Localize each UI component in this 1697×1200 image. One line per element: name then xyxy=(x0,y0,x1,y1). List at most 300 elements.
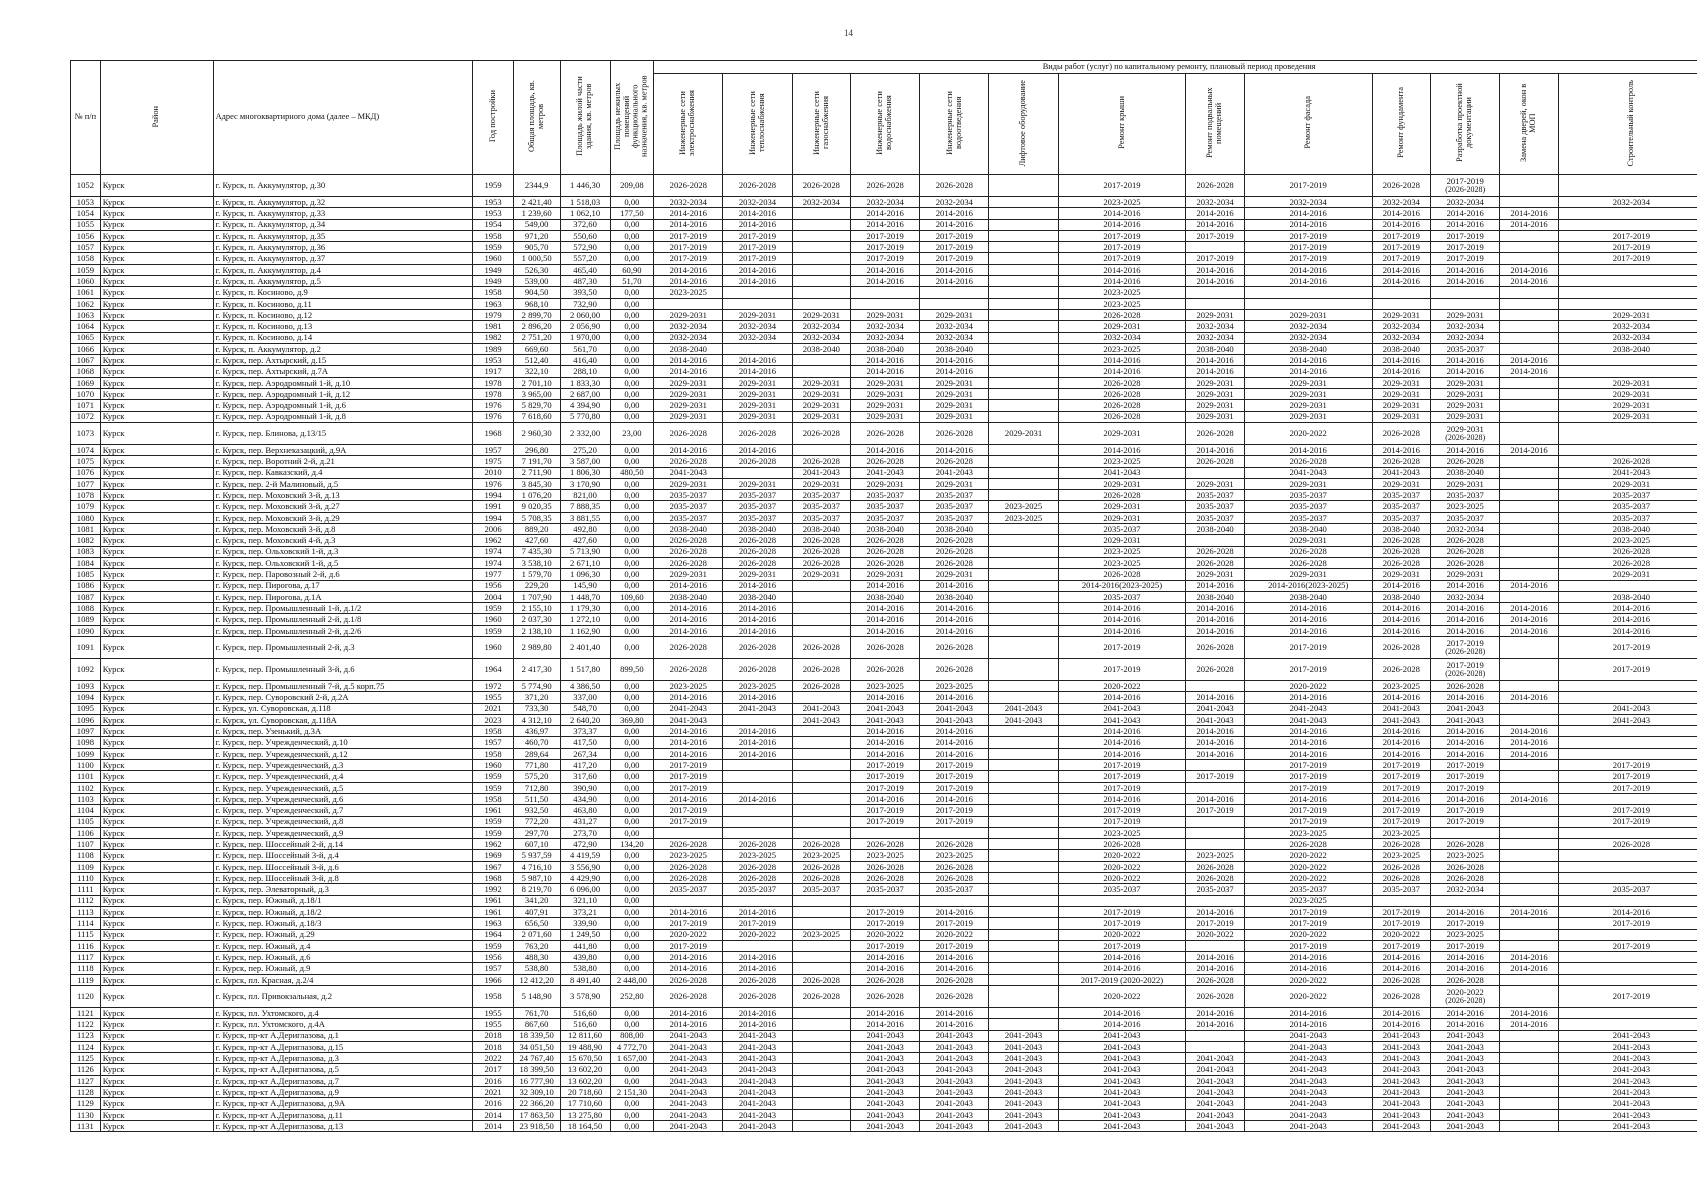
cell-work-6 xyxy=(989,355,1058,366)
cell-work-1: 2014-2016 xyxy=(654,1019,723,1030)
cell-work-2: 2014-2016 xyxy=(723,276,792,287)
cell-work-8: 2014-2016 xyxy=(1186,276,1245,287)
cell-area-total: 2 711,90 xyxy=(513,467,560,478)
cell-work-11: 2026-2028 xyxy=(1431,557,1500,568)
table-row xyxy=(71,861,1697,872)
header-work-6: Лифтовое оборудование xyxy=(989,74,1058,175)
cell-year-built: 1976 xyxy=(473,411,513,422)
cell-year-built: 1963 xyxy=(473,298,513,309)
cell-work-6: 2041-2043 xyxy=(989,1041,1058,1052)
cell-work-8: 2041-2043 xyxy=(1186,1098,1245,1109)
cell-work-3 xyxy=(792,614,851,625)
cell-area-living: 372,60 xyxy=(560,219,610,230)
cell-district: Курск xyxy=(100,422,213,444)
cell-address: г. Курск, пер. Промышленный 2-й, д.1/8 xyxy=(213,614,473,625)
cell-area-total: 3 965,00 xyxy=(513,389,560,400)
cell-work-8: 2014-2016 xyxy=(1186,366,1245,377)
cell-row-number: 1076 xyxy=(71,467,101,478)
cell-year-built: 1917 xyxy=(473,366,513,377)
cell-year-built: 2016 xyxy=(473,1075,513,1086)
cell-work-7: 2014-2016 xyxy=(1058,1019,1186,1030)
cell-year-built: 1959 xyxy=(473,175,513,197)
cell-work-8: 2017-2019 xyxy=(1186,771,1245,782)
cell-work-8: 2032-2034 xyxy=(1186,332,1245,343)
cell-work-4: 2026-2028 xyxy=(851,422,920,444)
cell-district: Курск xyxy=(100,703,213,714)
cell-work-13: 2035-2037 xyxy=(1558,512,1697,523)
cell-work-1: 2014-2016 xyxy=(654,444,723,455)
cell-work-12 xyxy=(1500,389,1559,400)
cell-row-number: 1056 xyxy=(71,230,101,241)
cell-work-13: 2017-2019 xyxy=(1558,816,1697,827)
cell-work-13: 2041-2043 xyxy=(1558,467,1697,478)
cell-district: Курск xyxy=(100,287,213,298)
cell-district: Курск xyxy=(100,873,213,884)
cell-work-5: 2023-2025 xyxy=(920,850,989,861)
cell-work-6: 2041-2043 xyxy=(989,1030,1058,1041)
cell-work-7: 2014-2016 xyxy=(1058,444,1186,455)
cell-work-8: 2029-2031 xyxy=(1186,478,1245,489)
cell-work-1: 2017-2019 xyxy=(654,805,723,816)
cell-work-12 xyxy=(1500,884,1559,895)
cell-address: г. Курск, п. Аккумулятор, д.4 xyxy=(213,264,473,275)
cell-district: Курск xyxy=(100,1109,213,1120)
cell-district: Курск xyxy=(100,974,213,985)
cell-work-4: 2029-2031 xyxy=(851,400,920,411)
cell-district: Курск xyxy=(100,861,213,872)
cell-work-2: 2041-2043 xyxy=(723,1109,792,1120)
cell-work-9: 2020-2022 xyxy=(1244,873,1372,884)
cell-work-10: 2014-2016 xyxy=(1372,793,1431,804)
table-row xyxy=(71,546,1697,557)
cell-work-7: 2020-2022 xyxy=(1058,986,1186,1008)
cell-district: Курск xyxy=(100,771,213,782)
cell-work-1: 2014-2016 xyxy=(654,748,723,759)
cell-work-12 xyxy=(1500,760,1559,771)
cell-work-11: 2014-2016 xyxy=(1431,793,1500,804)
cell-work-13: 2041-2043 xyxy=(1558,1064,1697,1075)
cell-work-10: 2038-2040 xyxy=(1372,343,1431,354)
cell-work-6 xyxy=(989,974,1058,985)
cell-row-number: 1064 xyxy=(71,321,101,332)
cell-work-2 xyxy=(723,940,792,951)
cell-work-10: 2026-2028 xyxy=(1372,557,1431,568)
cell-work-5: 2026-2028 xyxy=(920,175,989,197)
cell-work-11: 2017-2019 xyxy=(1431,242,1500,253)
cell-area-total: 511,50 xyxy=(513,793,560,804)
cell-work-8: 2038-2040 xyxy=(1186,591,1245,602)
cell-work-11: 2032-2034 xyxy=(1431,321,1500,332)
cell-work-13: 2014-2016 xyxy=(1558,906,1697,917)
cell-area-living: 417,50 xyxy=(560,737,610,748)
cell-work-9: 2041-2043 xyxy=(1244,703,1372,714)
cell-work-7: 2017-2019 xyxy=(1058,658,1186,680)
cell-work-7: 2029-2031 xyxy=(1058,535,1186,546)
cell-year-built: 2021 xyxy=(473,1087,513,1098)
cell-area-living: 417,20 xyxy=(560,760,610,771)
cell-work-9: 2029-2031 xyxy=(1244,377,1372,388)
cell-work-5: 2017-2019 xyxy=(920,805,989,816)
cell-work-9: 2017-2019 xyxy=(1244,175,1372,197)
cell-work-5 xyxy=(920,298,989,309)
cell-area-total: 4 716,10 xyxy=(513,861,560,872)
cell-work-12 xyxy=(1500,467,1559,478)
cell-work-12: 2014-2016 xyxy=(1500,952,1559,963)
page-number: 14 xyxy=(844,28,853,38)
cell-district: Курск xyxy=(100,680,213,691)
cell-work-9: 2023-2025 xyxy=(1244,895,1372,906)
cell-work-8: 2029-2031 xyxy=(1186,377,1245,388)
cell-area-nonresidential: 109,60 xyxy=(610,591,654,602)
cell-area-nonresidential: 369,80 xyxy=(610,714,654,725)
cell-work-4: 2026-2028 xyxy=(851,546,920,557)
cell-work-13: 2041-2043 xyxy=(1558,714,1697,725)
cell-work-13: 2017-2019 xyxy=(1558,805,1697,816)
cell-work-3: 2035-2037 xyxy=(792,512,851,523)
cell-area-total: 1 076,20 xyxy=(513,490,560,501)
cell-year-built: 1958 xyxy=(473,793,513,804)
cell-work-4: 2014-2016 xyxy=(851,952,920,963)
cell-area-living: 2 060,00 xyxy=(560,309,610,320)
cell-work-6 xyxy=(989,861,1058,872)
cell-work-10: 2017-2019 xyxy=(1372,242,1431,253)
cell-area-living: 8 491,40 xyxy=(560,974,610,985)
cell-work-4: 2017-2019 xyxy=(851,760,920,771)
cell-area-nonresidential: 0,00 xyxy=(610,580,654,591)
cell-work-3 xyxy=(792,760,851,771)
cell-area-total: 5 829,70 xyxy=(513,400,560,411)
cell-work-4: 2038-2040 xyxy=(851,343,920,354)
cell-work-5: 2017-2019 xyxy=(920,771,989,782)
cell-district: Курск xyxy=(100,456,213,467)
cell-work-10: 2014-2016 xyxy=(1372,625,1431,636)
cell-work-5: 2029-2031 xyxy=(920,377,989,388)
cell-work-11: 2026-2028 xyxy=(1431,546,1500,557)
cell-work-11: 2029-2031 xyxy=(1431,377,1500,388)
cell-work-11: 2032-2034 xyxy=(1431,884,1500,895)
table-row xyxy=(71,557,1697,568)
cell-work-9: 2041-2043 xyxy=(1244,714,1372,725)
cell-work-6 xyxy=(989,569,1058,580)
cell-work-4: 2038-2040 xyxy=(851,524,920,535)
cell-area-living: 516,60 xyxy=(560,1019,610,1030)
cell-work-6 xyxy=(989,467,1058,478)
cell-work-6 xyxy=(989,287,1058,298)
cell-area-nonresidential: 0,00 xyxy=(610,535,654,546)
cell-work-8 xyxy=(1186,535,1245,546)
cell-address: г. Курск, п. Косиново, д.11 xyxy=(213,298,473,309)
cell-work-6 xyxy=(989,535,1058,546)
cell-work-8: 2029-2031 xyxy=(1186,309,1245,320)
cell-district: Курск xyxy=(100,490,213,501)
table-row xyxy=(71,230,1697,241)
cell-work-5: 2035-2037 xyxy=(920,501,989,512)
cell-work-5: 2014-2016 xyxy=(920,603,989,614)
cell-work-7 xyxy=(1058,895,1186,906)
cell-work-11: 2014-2016 xyxy=(1431,208,1500,219)
cell-year-built: 1981 xyxy=(473,321,513,332)
cell-row-number: 1094 xyxy=(71,692,101,703)
cell-work-1: 2041-2043 xyxy=(654,1075,723,1086)
cell-work-2: 2026-2028 xyxy=(723,839,792,850)
cell-address: г. Курск, пер. Моховский 3-й, д.8 xyxy=(213,524,473,535)
cell-work-7: 2041-2043 xyxy=(1058,1053,1186,1064)
cell-work-4: 2041-2043 xyxy=(851,1120,920,1131)
cell-work-10: 2041-2043 xyxy=(1372,1053,1431,1064)
cell-year-built: 1966 xyxy=(473,974,513,985)
table-row xyxy=(71,986,1697,1008)
cell-work-8: 2038-2040 xyxy=(1186,524,1245,535)
cell-area-living: 339,90 xyxy=(560,918,610,929)
cell-work-6: 2041-2043 xyxy=(989,1098,1058,1109)
cell-address: г. Курск, пер. Кавказский, д.4 xyxy=(213,467,473,478)
cell-district: Курск xyxy=(100,242,213,253)
cell-district: Курск xyxy=(100,636,213,658)
cell-year-built: 1974 xyxy=(473,557,513,568)
cell-address: г. Курск, п. Косиново, д.9 xyxy=(213,287,473,298)
cell-year-built: 1969 xyxy=(473,850,513,861)
cell-address: г. Курск, пер. Промышленный 1-й, д.1/2 xyxy=(213,603,473,614)
cell-work-6 xyxy=(989,321,1058,332)
cell-work-2: 2041-2043 xyxy=(723,1075,792,1086)
cell-work-2: 2026-2028 xyxy=(723,861,792,872)
cell-year-built: 2018 xyxy=(473,1030,513,1041)
cell-work-3 xyxy=(792,603,851,614)
cell-work-9: 2014-2016(2023-2025) xyxy=(1244,580,1372,591)
cell-year-built: 1954 xyxy=(473,219,513,230)
cell-work-8: 2014-2016 xyxy=(1186,625,1245,636)
cell-work-2: 2014-2016 xyxy=(723,444,792,455)
table-row xyxy=(71,456,1697,467)
cell-year-built: 2018 xyxy=(473,1041,513,1052)
cell-work-13: 2029-2031 xyxy=(1558,389,1697,400)
cell-work-6 xyxy=(989,591,1058,602)
cell-area-nonresidential: 0,00 xyxy=(610,636,654,658)
cell-address: г. Курск, пер. Шоссейный 3-й, д.4 xyxy=(213,850,473,861)
cell-work-7: 2014-2016 xyxy=(1058,614,1186,625)
cell-area-nonresidential: 0,00 xyxy=(610,918,654,929)
cell-work-13 xyxy=(1558,366,1697,377)
cell-work-10: 2041-2043 xyxy=(1372,1087,1431,1098)
cell-work-11: 2017-2019 xyxy=(1431,805,1500,816)
cell-work-11: 2029-2031 xyxy=(1431,569,1500,580)
cell-work-10: 2014-2016 xyxy=(1372,603,1431,614)
cell-area-nonresidential: 0,00 xyxy=(610,197,654,208)
cell-work-2: 2041-2043 xyxy=(723,1064,792,1075)
cell-work-10: 2023-2025 xyxy=(1372,850,1431,861)
cell-work-3: 2041-2043 xyxy=(792,703,851,714)
cell-row-number: 1108 xyxy=(71,850,101,861)
cell-area-total: 512,40 xyxy=(513,355,560,366)
cell-year-built: 1953 xyxy=(473,208,513,219)
cell-address: г. Курск, пер. Южный, д.29 xyxy=(213,929,473,940)
cell-row-number: 1121 xyxy=(71,1008,101,1019)
cell-area-total: 2 071,60 xyxy=(513,929,560,940)
cell-work-3 xyxy=(792,771,851,782)
cell-area-nonresidential: 0,00 xyxy=(610,940,654,951)
cell-work-11: 2026-2028 xyxy=(1431,873,1500,884)
cell-work-3 xyxy=(792,782,851,793)
cell-work-4: 2014-2016 xyxy=(851,963,920,974)
cell-work-7: 2041-2043 xyxy=(1058,1098,1186,1109)
cell-work-10: 2023-2025 xyxy=(1372,827,1431,838)
cell-work-2: 2026-2028 xyxy=(723,557,792,568)
cell-work-4: 2029-2031 xyxy=(851,411,920,422)
cell-area-living: 441,80 xyxy=(560,940,610,951)
cell-work-3 xyxy=(792,918,851,929)
cell-work-10: 2014-2016 xyxy=(1372,748,1431,759)
cell-work-12 xyxy=(1500,805,1559,816)
cell-work-11: 2029-2031 xyxy=(1431,478,1500,489)
cell-work-1: 2014-2016 xyxy=(654,603,723,614)
table-row xyxy=(71,332,1697,343)
cell-row-number: 1115 xyxy=(71,929,101,940)
cell-work-1: 2026-2028 xyxy=(654,456,723,467)
cell-work-9: 2041-2043 xyxy=(1244,1087,1372,1098)
cell-work-8: 2029-2031 xyxy=(1186,411,1245,422)
cell-work-4: 2026-2028 xyxy=(851,535,920,546)
table-row xyxy=(71,400,1697,411)
cell-work-2: 2029-2031 xyxy=(723,309,792,320)
cell-work-5: 2014-2016 xyxy=(920,737,989,748)
cell-work-4: 2041-2043 xyxy=(851,1109,920,1120)
cell-work-5: 2014-2016 xyxy=(920,793,989,804)
cell-work-11: 2014-2016 xyxy=(1431,355,1500,366)
cell-area-total: 7 435,30 xyxy=(513,546,560,557)
cell-work-9: 2014-2016 xyxy=(1244,748,1372,759)
cell-work-4: 2023-2025 xyxy=(851,680,920,691)
cell-work-7: 2023-2025 xyxy=(1058,456,1186,467)
cell-work-1: 2038-2040 xyxy=(654,524,723,535)
cell-work-2: 2041-2043 xyxy=(723,1098,792,1109)
cell-work-11: 2023-2025 xyxy=(1431,850,1500,861)
cell-work-3 xyxy=(792,287,851,298)
cell-work-6 xyxy=(989,444,1058,455)
cell-area-living: 6 096,00 xyxy=(560,884,610,895)
cell-year-built: 2014 xyxy=(473,1120,513,1131)
cell-district: Курск xyxy=(100,760,213,771)
cell-work-1: 2026-2028 xyxy=(654,861,723,872)
cell-work-5: 2014-2016 xyxy=(920,952,989,963)
cell-row-number: 1086 xyxy=(71,580,101,591)
cell-work-5: 2029-2031 xyxy=(920,400,989,411)
cell-work-10: 2038-2040 xyxy=(1372,591,1431,602)
cell-area-total: 2 989,80 xyxy=(513,636,560,658)
cell-work-1: 2023-2025 xyxy=(654,680,723,691)
cell-work-3: 2026-2028 xyxy=(792,839,851,850)
cell-address: г. Курск, пер. Учрежденческий, д.5 xyxy=(213,782,473,793)
cell-area-living: 1 970,00 xyxy=(560,332,610,343)
cell-row-number: 1052 xyxy=(71,175,101,197)
cell-work-9: 2017-2019 xyxy=(1244,816,1372,827)
cell-work-9: 2041-2043 xyxy=(1244,1053,1372,1064)
cell-work-12 xyxy=(1500,175,1559,197)
cell-work-4: 2041-2043 xyxy=(851,1053,920,1064)
cell-work-1: 2026-2028 xyxy=(654,557,723,568)
cell-work-3 xyxy=(792,1120,851,1131)
cell-area-total: 669,60 xyxy=(513,343,560,354)
cell-work-7: 2035-2037 xyxy=(1058,884,1186,895)
cell-work-8: 2014-2016 xyxy=(1186,1019,1245,1030)
cell-work-6 xyxy=(989,253,1058,264)
cell-address: г. Курск, пер. Ахтырский, д.7А xyxy=(213,366,473,377)
table-row xyxy=(71,748,1697,759)
table-row xyxy=(71,253,1697,264)
cell-work-13 xyxy=(1558,873,1697,884)
cell-work-1: 2017-2019 xyxy=(654,230,723,241)
cell-work-3: 2026-2028 xyxy=(792,175,851,197)
cell-work-5: 2014-2016 xyxy=(920,580,989,591)
cell-year-built: 1958 xyxy=(473,726,513,737)
cell-work-10: 2041-2043 xyxy=(1372,1120,1431,1131)
cell-area-nonresidential: 0,00 xyxy=(610,692,654,703)
cell-work-13: 2017-2019 xyxy=(1558,760,1697,771)
cell-address: г. Курск, пер. Паровозный 2-й, д.6 xyxy=(213,569,473,580)
cell-work-8: 2014-2016 xyxy=(1186,208,1245,219)
cell-work-10: 2026-2028 xyxy=(1372,861,1431,872)
cell-area-living: 1 517,80 xyxy=(560,658,610,680)
cell-district: Курск xyxy=(100,546,213,557)
cell-work-13: 2041-2043 xyxy=(1558,1041,1697,1052)
cell-work-11: 2017-2019 xyxy=(1431,771,1500,782)
cell-work-12 xyxy=(1500,703,1559,714)
cell-address: г. Курск, пер. Воротний 2-й, д.21 xyxy=(213,456,473,467)
cell-work-13 xyxy=(1558,895,1697,906)
cell-work-2: 2029-2031 xyxy=(723,377,792,388)
cell-work-4: 2038-2040 xyxy=(851,591,920,602)
cell-work-7: 2014-2016 xyxy=(1058,793,1186,804)
cell-work-8: 2035-2037 xyxy=(1186,512,1245,523)
table-row xyxy=(71,1053,1697,1064)
cell-work-6 xyxy=(989,276,1058,287)
cell-work-10: 2026-2028 xyxy=(1372,175,1431,197)
cell-row-number: 1087 xyxy=(71,591,101,602)
cell-area-total: 7 191,70 xyxy=(513,456,560,467)
cell-work-4: 2017-2019 xyxy=(851,230,920,241)
cell-work-4: 2032-2034 xyxy=(851,321,920,332)
table-row xyxy=(71,658,1697,680)
cell-work-13: 2017-2019 xyxy=(1558,253,1697,264)
cell-district: Курск xyxy=(100,726,213,737)
cell-row-number: 1063 xyxy=(71,309,101,320)
cell-district: Курск xyxy=(100,580,213,591)
cell-work-1: 2014-2016 xyxy=(654,692,723,703)
cell-district: Курск xyxy=(100,816,213,827)
cell-work-1: 2017-2019 xyxy=(654,760,723,771)
cell-work-4 xyxy=(851,827,920,838)
cell-work-11: 2026-2028 xyxy=(1431,456,1500,467)
cell-year-built: 2023 xyxy=(473,714,513,725)
cell-row-number: 1104 xyxy=(71,805,101,816)
cell-work-10: 2041-2043 xyxy=(1372,714,1431,725)
cell-address: г. Курск, пр-кт А.Дериглазова, д.3 xyxy=(213,1053,473,1064)
cell-work-9: 2041-2043 xyxy=(1244,1075,1372,1086)
table-row xyxy=(71,1064,1697,1075)
cell-row-number: 1119 xyxy=(71,974,101,985)
cell-work-7: 2020-2022 xyxy=(1058,873,1186,884)
cell-work-10: 2029-2031 xyxy=(1372,400,1431,411)
cell-area-living: 13 602,20 xyxy=(560,1064,610,1075)
cell-district: Курск xyxy=(100,839,213,850)
cell-work-13: 2038-2040 xyxy=(1558,343,1697,354)
cell-work-12: 2014-2016 xyxy=(1500,906,1559,917)
cell-work-9: 2032-2034 xyxy=(1244,332,1372,343)
cell-work-5: 2038-2040 xyxy=(920,343,989,354)
cell-work-6 xyxy=(989,343,1058,354)
cell-work-7: 2041-2043 xyxy=(1058,714,1186,725)
cell-area-living: 2 332,00 xyxy=(560,422,610,444)
cell-district: Курск xyxy=(100,175,213,197)
